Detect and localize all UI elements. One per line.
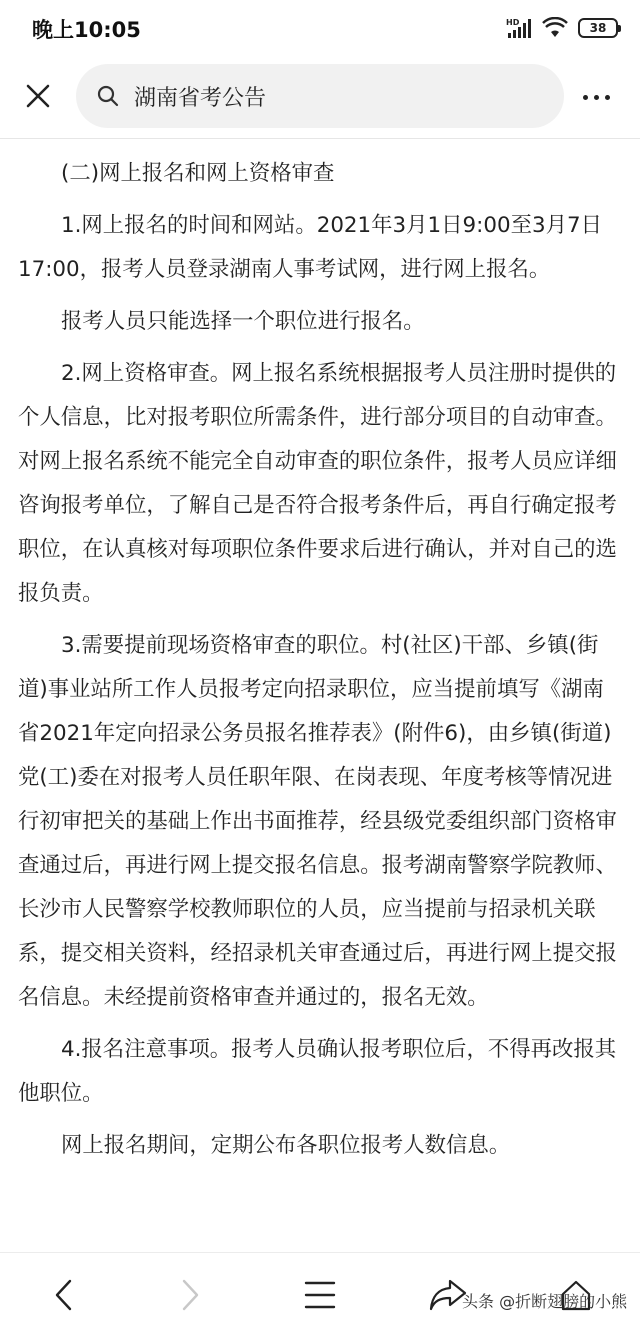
article-paragraph: 1.网上报名的时间和网站。2021年3月1日9:00至3月7日17:00，报考人员登录湖南人事考试网，进行网上报名。 (18, 213, 602, 282)
status-time: 晚上10:05 (32, 18, 141, 42)
forward-button[interactable] (160, 1265, 220, 1325)
article-paragraph: 4.报名注意事项。报考人员确认报考职位后，不得再改报其他职位。 (18, 1037, 617, 1106)
article-paragraph: 网上报名期间，定期公布各职位报考人数信息。 (61, 1133, 511, 1158)
signal-icon (506, 17, 532, 39)
article-paragraph: 3.需要提前现场资格审查的职位。村(社区)干部、乡镇(街道)事业站所工作人员报考定向招录职位，应当提前填写《湖南省2021年定向招录公务员报名推荐表》(附件6)，由乡镇(街道)党(工)委在对报考人员任职年限、在岗表现、年度考核等情况进行初审把关的基础上作出书面推荐，经县级党委组织部门资格审查通过后，再进行网上提交报名信息。报考湖南警察学院教师、长沙市人民警察学校教师职位的人员，应当提前与招录机关联系，提交相关资料，经招录机关审查通过后，再进行网上提交报名信息。未经提前资格审查并通过的，报名无效。 (18, 633, 617, 1010)
watermark: 头条 @折断翅膀的小熊 (462, 1292, 628, 1311)
search-icon (96, 84, 120, 108)
menu-button[interactable] (290, 1265, 350, 1325)
article-paragraph: 2.网上资格审查。网上报名系统根据报考人员注册时提供的个人信息，比对报考职位所需条件，进行部分项目的自动审查。对网上报名系统不能完全自动审查的职位条件，报考人员应详细咨询报考单位，了解自己是否符合报考条件后，再自行确定报考职位，在认真核对每项职位条件要求后进行确认，并对自己的选报负责。 (18, 361, 617, 606)
back-icon (52, 1277, 76, 1313)
status-icons (506, 14, 618, 42)
status-bar (0, 0, 640, 56)
close-icon (24, 82, 52, 110)
close-button[interactable] (18, 76, 58, 116)
search-input[interactable] (76, 64, 564, 128)
battery-icon (578, 18, 618, 38)
svg-text:HD: HD (506, 18, 520, 27)
bottom-nav-bar (0, 1252, 640, 1333)
article-paragraph: 报考人员只能选择一个职位进行报名。 (61, 309, 425, 334)
more-icon (583, 95, 610, 100)
forward-icon (178, 1277, 202, 1313)
search-query: 湖南省考公告 (134, 85, 267, 111)
article-paragraph: (二)网上报名和网上资格审查 (61, 161, 335, 186)
more-button[interactable] (576, 82, 616, 112)
menu-icon (304, 1279, 336, 1311)
wifi-icon (542, 17, 568, 39)
battery-level: 38 (589, 21, 607, 35)
article-body (18, 152, 622, 1176)
search-header (0, 56, 640, 139)
back-button[interactable] (34, 1265, 94, 1325)
